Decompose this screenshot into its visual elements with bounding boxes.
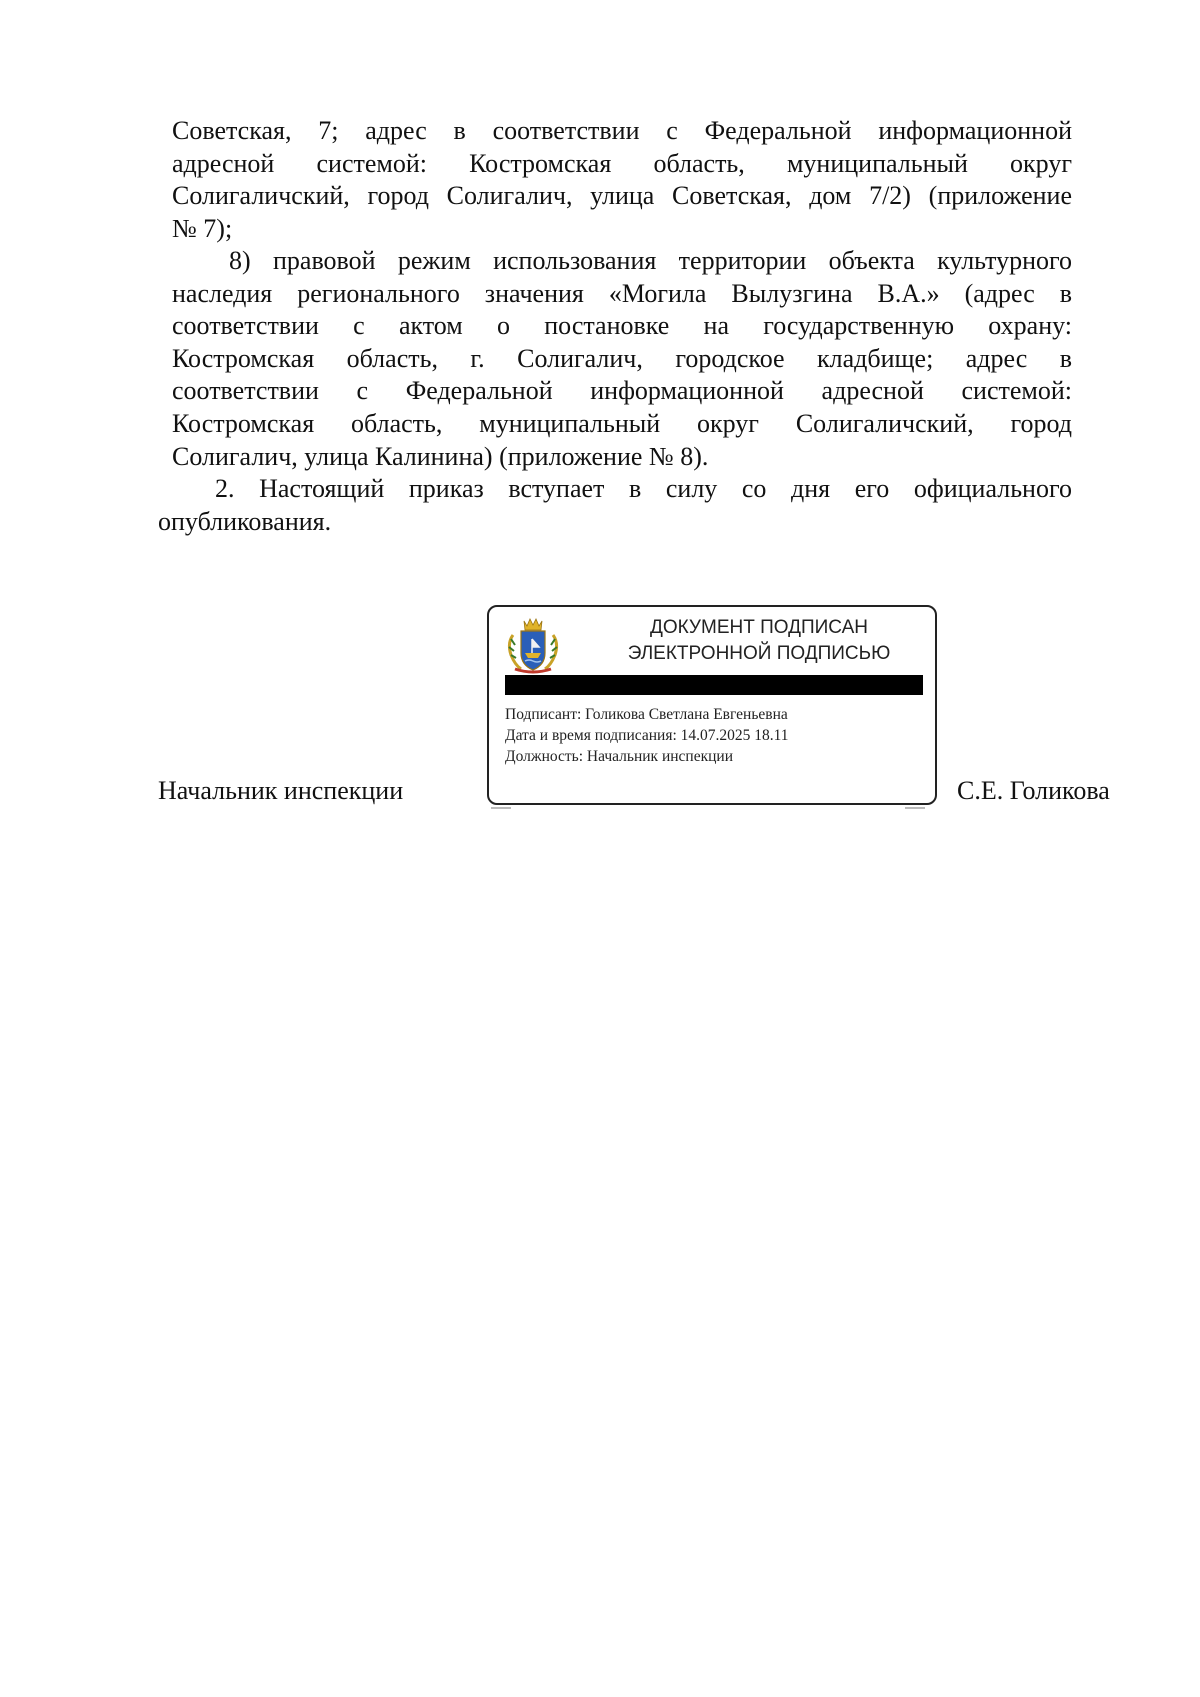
stamp-title-line: ЭЛЕКТРОННОЙ ПОДПИСЬЮ — [627, 643, 891, 664]
text-line: Костромская область, муниципальный округ Солигаличский, город — [172, 408, 1072, 438]
text-line: 2. Настоящий приказ вступает в силу со дня его официального — [215, 474, 1072, 503]
stamp-datetime: Дата и время подписания: 14.07.2025 18.11 — [505, 727, 789, 744]
text-line: Солигалич, улица Калинина) (приложение № 8). — [172, 441, 709, 471]
text-line: № 7); — [172, 213, 233, 243]
text-line: наследия регионального значения «Могила Вылузгина В.А.» (адрес в — [172, 278, 1072, 308]
electronic-signature-stamp — [487, 605, 937, 805]
text-line: Советская, 7; адрес в соответствии с Федеральной информационной — [172, 116, 1072, 145]
stamp-corner-mark — [905, 807, 925, 809]
text-line: адресной системой: Костромская область, муниципальный округ — [172, 148, 1072, 178]
text-line: соответствии с Федеральной информационной адресной системой: — [172, 376, 1072, 406]
stamp-title — [599, 615, 919, 667]
text-line: Солигаличский, город Солигалич, улица Советская, дом 7/2) (приложение — [172, 181, 1072, 211]
stamp-title-line: ДОКУМЕНТ ПОДПИСАН — [650, 617, 868, 638]
text-line: 8) правовой режим использования территории объекта культурного — [229, 246, 1072, 275]
paragraph-item-8 — [172, 245, 1072, 473]
stamp-position: Должность: Начальник инспекции — [505, 748, 734, 765]
text-line: Костромская область, г. Солигалич, городское кладбище; адрес в — [172, 343, 1072, 373]
stamp-signer: Подписант: Голикова Светлана Евгеньевна — [505, 706, 788, 723]
text-line: соответствии с актом о постановке на государственную охрану: — [172, 311, 1072, 341]
paragraph-item-7-continuation — [172, 115, 1072, 245]
stamp-details — [505, 704, 789, 767]
redacted-certificate-bar — [505, 675, 923, 695]
text-line: опубликования. — [158, 506, 332, 536]
kostroma-coat-of-arms-icon — [505, 615, 561, 675]
stamp-corner-mark — [491, 807, 511, 809]
signatory-position: Начальник инспекции — [158, 776, 404, 805]
signatory-name: С.Е. Голикова — [957, 776, 1110, 805]
paragraph-point-2 — [158, 473, 1072, 538]
